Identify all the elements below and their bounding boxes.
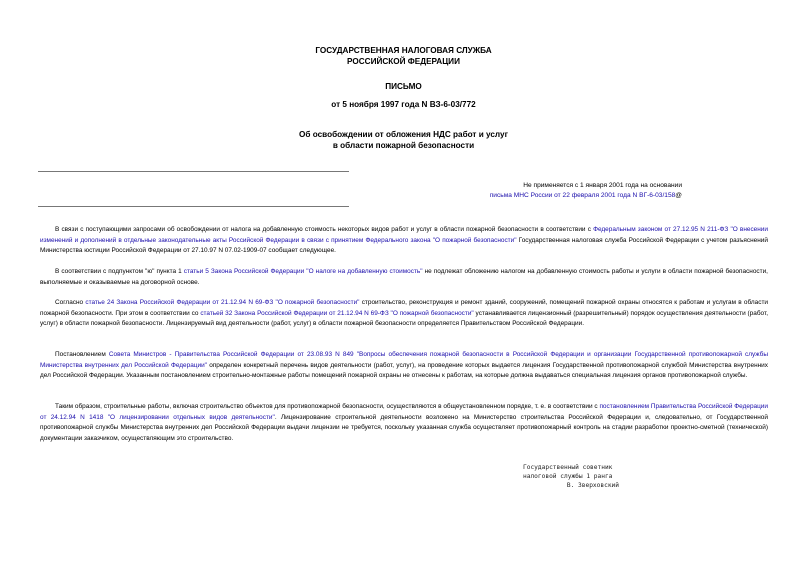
law-reference-link[interactable]: статьей 32 Закона Российской Федерации от 21.12.94 N 69-ФЗ "О пожарной безопасности" [200,309,474,317]
paragraph-text: . Лицензирование строительной деятельности возложено на Министерство строительства Российской Федерации и, следовательно, от Государственной противопожарной службы Министерства внутренних дел Российской Федерации выдачи лицензии не требуется, поскольку указанная служба осуществляет противопожарный контроль на стадии разработки проектно-сметной (технической) документации заказчиком, осуществляющим это строительство. [40,413,768,443]
status-note-link[interactable]: письма МНС России от 22 февраля 2001 года N ВГ-6-03/158 [489,192,676,199]
paragraph-4 [40,350,768,382]
subject-line-2: в области пожарной безопасности [332,140,475,150]
signature-title-1: Государственный советник [523,464,613,471]
paragraph-text: Государственная налоговая служба Российской Федерации с учетом разъяснений Министерства юстиции Российской Федерации от 27.10.97 N 07.02-1909-07 сообщает следующее. [40,236,768,255]
paragraph-text: строительство, реконструкция и ремонт зданий, сооружений, помещений пожарной охраны относятся к работам и услугам в области пожарной безопасности. При этом в соответствии со [40,299,768,317]
paragraph-text: Таким образом, строительные работы, включая строительство объектов для противопожарной безопасности, осуществляются в общеустановленном порядке, т. е. в соответствии с [55,403,600,410]
signature-name: В. Зверховский [566,482,619,489]
signature-block [523,463,619,490]
paragraph-text: Согласно [55,299,86,306]
status-note-marker: @ [675,192,682,199]
divider-bottom [38,206,349,207]
law-reference-link[interactable]: Федеральным законом от 27.12.95 N 211-ФЗ "О внесении изменений и дополнений в отдельные законодательные акты Российской Федерации в связи с принятием Федерального закона "О пожарной безопасности" [40,226,768,244]
document-kind: ПИСЬМО [385,82,422,91]
law-reference-link[interactable]: статьи 5 Закона Российской Федерации "О налоге на добавленную стоимость" [183,268,423,275]
divider-top [38,171,349,172]
issuer-line-2: РОССИЙСКОЙ ФЕДЕРАЦИИ [347,56,460,66]
paragraph-2 [40,267,768,288]
paragraph-text: В соответствии с подпунктом "ю" пункта 1 [55,268,184,275]
paragraph-5 [40,402,768,445]
paragraph-text: Постановлением [55,351,109,358]
subject-line-1: Об освобождении от обложения НДС работ и услуг [299,130,508,139]
issuer-line-1: ГОСУДАРСТВЕННАЯ НАЛОГОВАЯ СЛУЖБА [315,46,492,55]
paragraph-3 [40,298,768,330]
paragraph-1 [40,225,768,257]
law-reference-link[interactable]: постановлением Правительства Российской Федерации от 24.12.94 N 1418 "О лицензировании отдельных видов деятельности" [40,403,768,421]
law-reference-link[interactable]: Совета Министров - Правительства Российской Федерации от 23.08.93 N 849 "Вопросы обеспечения пожарной безопасности в Российской Федерации и организации Государственной противопожарной службы Министерства внутренних дел Российской Федерации" [40,351,769,369]
status-note: Не применяется с 1 января 2001 года на основании [523,182,682,189]
paragraph-text: устанавливается лицензионный (разрешительный) порядок осуществления деятельности (работ, услуг) в области пожарной безопасности. Лицензируемый вид деятельности (работ, услуг) в области пожарной безопасности определяется Правительством Российской Федерации. [40,309,768,328]
paragraph-text: определен конкретный перечень видов деятельности (работ, услуг), на проведение которых выдается лицензия Государственной противопожарной службой Министерства внутренних дел Российской Федерации. Указанным постановлением строительно-монтажные работы помещений пожарной охраны не отнесены к работам, на которые должна выдаваться специальная лицензия органов противопожарной службы. [40,361,769,380]
paragraph-text: не подлежат обложению налогом на добавленную стоимость работы и услуги в области пожарной безопасности, выполняемые и оказываемые на договорной основе. [40,268,768,286]
law-reference-link[interactable]: статье 24 Закона Российской Федерации от 21.12.94 N 69-ФЗ "О пожарной безопасности" [85,299,360,306]
paragraph-text: В связи с поступающими запросами об освобождении от налога на добавленную стоимость некоторых видов работ и услуг в области пожарной безопасности в соответствии с [55,226,594,233]
issuer-heading [0,46,807,67]
status-note-link-line [0,191,682,202]
document-date-number: от 5 ноября 1997 года N ВЗ-6-03/772 [331,100,476,109]
document-subject [0,130,807,151]
signature-title-2: налоговой службы 1 ранга [523,473,613,480]
